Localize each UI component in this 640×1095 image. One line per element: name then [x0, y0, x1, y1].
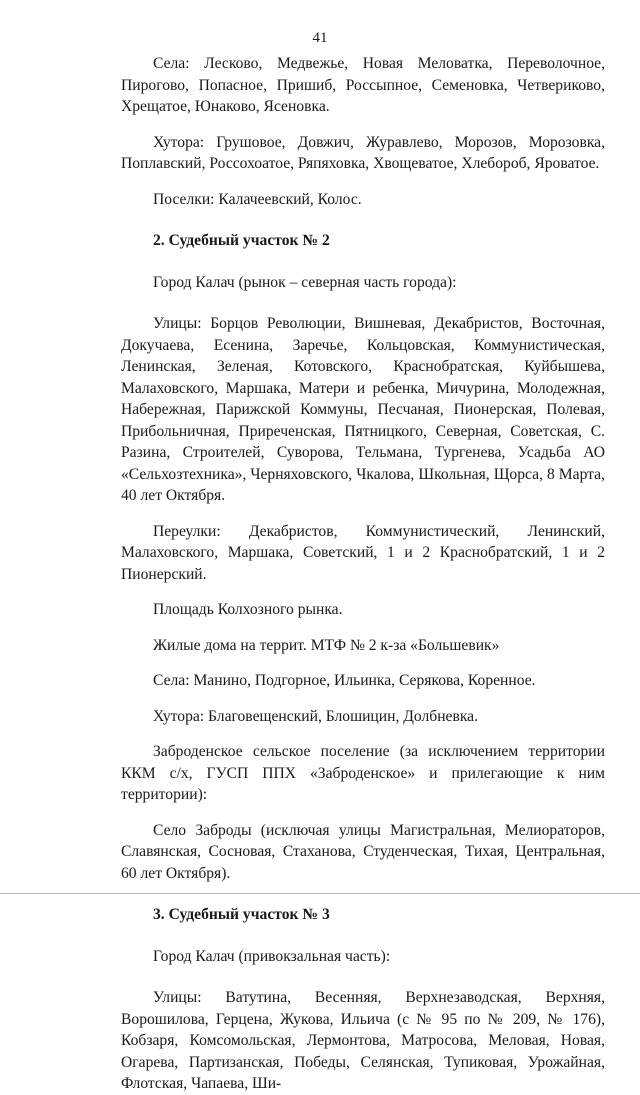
villages-paragraph-2: Села: Манино, Подгорное, Ильинка, Серякова, Коренное.: [153, 672, 536, 689]
page-number: 41: [312, 30, 328, 46]
lanes-paragraph: Переулки: Декабристов, Коммунистический, Ленинский, Малаховского, Маршака, Советский, 1 и 2 Краснобратский, 1 и 2 Пионерский.: [121, 522, 605, 583]
document-body: [121, 53, 605, 1095]
houses-paragraph: Жилые дома на террит. МТФ № 2 к-за «Большевик»: [153, 636, 500, 654]
streets-paragraph: Улицы: Борцов Революции, Вишневая, Декабристов, Восточная, Докучаева, Есенина, Заречье, Кольцовская, Коммунистическая, Ленинская, Зеленая, Котовского, Краснобратская, Куйбышева, Малаховского, Маршака, Матери и ребенка, Мичурина, Молодежная, Набережная, Парижской Коммуны, Песчаная, Пионерская, Полевая, Прибольничная, Приреченская, Пятницкого, Северная, Советская, С. Разина, Строителей, Суворова, Тельмана, Тургенева, Усадьба АО «Сельхозтехника», Черняховского, Чкалова, Школьная, Щорса, 8 Марта, 40 лет Октября.: [121, 315, 605, 504]
square-paragraph: Площадь Колхозного рынка.: [153, 601, 343, 618]
villages-paragraph: Села: Лесково, Медвежье, Новая Меловатка, Переволочное, Пирогово, Попасное, Пришиб, Россыпное, Семеновка, Четвериково, Хрещатое, Юнаково, Ясеновка.: [121, 55, 605, 115]
streets-paragraph-2: Улицы: Ватутина, Весенняя, Верхнезаводская, Верхняя, Ворошилова, Герцена, Жукова, Ильича (с № 95 по № 209, № 176), Кобзаря, Комсомольская, Лермонтова, Матросова, Меловая, Новая, Огарева, Партизанская, Победы, Селянская, Тупиковая, Урожайная, Флотская, Чапаева, Ши-: [121, 989, 605, 1092]
zabrody-paragraph: Село Заброды (исключая улицы Магистральная, Мелиораторов, Славянская, Сосновая, Стаханова, Студенческая, Тихая, Центральная, 60 лет Октября).: [121, 821, 605, 882]
khutors-paragraph: Хутора: Грушовое, Довжич, Журавлево, Морозов, Морозовка, Поплавский, Россохоатое, Ряпяховка, Хвощеватое, Хлебороб, Яроватое.: [121, 133, 605, 172]
city-part-paragraph: Город Калач (рынок – северная часть города):: [153, 273, 457, 291]
city-part-paragraph-2: Город Калач (привокзальная часть):: [153, 947, 391, 965]
section-heading-3: 3. Судебный участок № 3: [153, 906, 330, 923]
rural-settlement-paragraph: Заброденское сельское поселение (за исключением территории ККМ с/х, ГУСП ППХ «Заброденское» и прилегающие к ним территории):: [121, 743, 605, 803]
settlements-paragraph: Поселки: Калачеевский, Колос.: [153, 190, 362, 208]
section-heading-2: 2. Судебный участок № 2: [153, 232, 330, 249]
khutors-paragraph-2: Хутора: Благовещенский, Блошицин, Долбневка.: [153, 707, 478, 725]
page-bottom-edge: [0, 893, 640, 894]
